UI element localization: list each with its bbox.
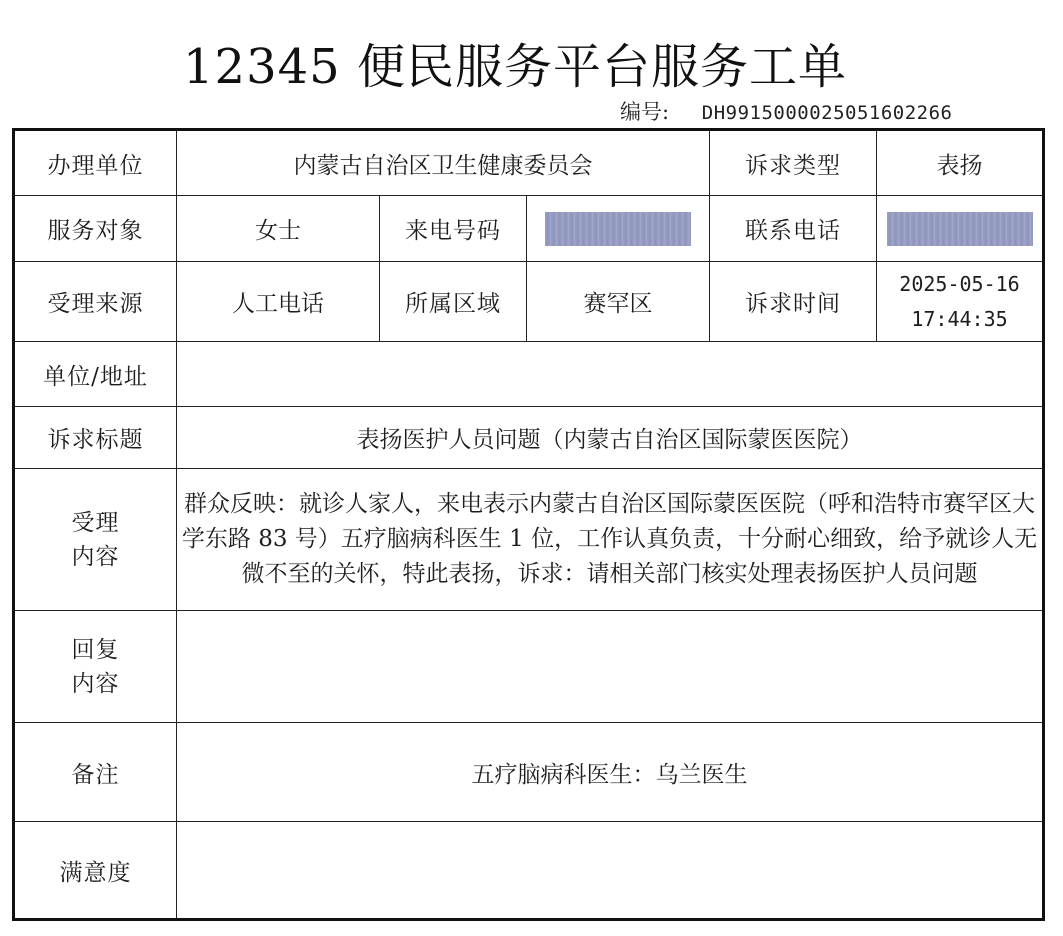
number-label: 编号: [620,100,670,124]
satisfaction-value [177,822,1044,920]
request-time-date: 2025-05-16 [899,271,1020,296]
remark-value: 五疗脑病科医生：乌兰医生 [177,723,1044,822]
contact-phone-value [877,196,1044,262]
source-value: 人工电话 [177,262,380,342]
district-label: 所属区域 [380,262,527,342]
content-label [14,469,177,611]
contact-phone-redaction [887,212,1033,246]
service-target-label: 服务对象 [14,196,177,262]
caller-number-value [527,196,710,262]
row-handling-unit [14,130,1044,196]
row-remark [14,723,1044,822]
work-order-number [620,96,952,126]
request-time-time: 17:44:35 [911,306,1008,331]
district-value: 赛罕区 [527,262,710,342]
row-unit-address [14,342,1044,407]
row-content [14,469,1044,611]
handling-unit-label: 办理单位 [14,130,177,196]
row-request-title [14,407,1044,469]
reply-label-line1: 回复 [71,636,120,663]
request-type-value: 表扬 [877,130,1044,196]
satisfaction-label: 满意度 [14,822,177,920]
request-type-label: 诉求类型 [710,130,877,196]
row-source [14,262,1044,342]
contact-phone-label: 联系电话 [710,196,877,262]
unit-address-label: 单位/地址 [14,342,177,407]
caller-number-redaction [545,212,691,246]
number-value: DH991500002505160226​6 [701,102,953,124]
reply-value [177,611,1044,723]
content-label-line2: 内容 [71,543,120,570]
request-title-value: 表扬医护人员问题（内蒙古自治区国际蒙医医院） [177,407,1044,469]
row-reply [14,611,1044,723]
work-order-table [12,128,1045,921]
row-service-target [14,196,1044,262]
handling-unit-value: 内蒙古自治区卫生健康委员会 [177,130,710,196]
caller-number-label: 来电号码 [380,196,527,262]
request-time-label: 诉求时间 [710,262,877,342]
request-title-label: 诉求标题 [14,407,177,469]
form-title: 12345 便民服务平台服务工单 [183,39,847,95]
content-value: 群众反映：就诊人家人，来电表示内蒙古自治区国际蒙医医院（呼和浩特市赛罕区大学东路 83 号）五疗脑病科医生 1 位，工作认真负责，十分耐心细致，给予就诊人无微不至的关怀，特此表扬，诉求：请相关部门核实处理表扬医护人员问题 [177,469,1044,611]
unit-address-value [177,342,1044,407]
source-label: 受理来源 [14,262,177,342]
content-label-line1: 受理 [71,509,120,536]
reply-label [14,611,177,723]
row-satisfaction [14,822,1044,920]
reply-label-line2: 内容 [71,670,120,697]
service-target-value: 女士 [177,196,380,262]
request-time-value [877,262,1044,342]
remark-label: 备注 [14,723,177,822]
